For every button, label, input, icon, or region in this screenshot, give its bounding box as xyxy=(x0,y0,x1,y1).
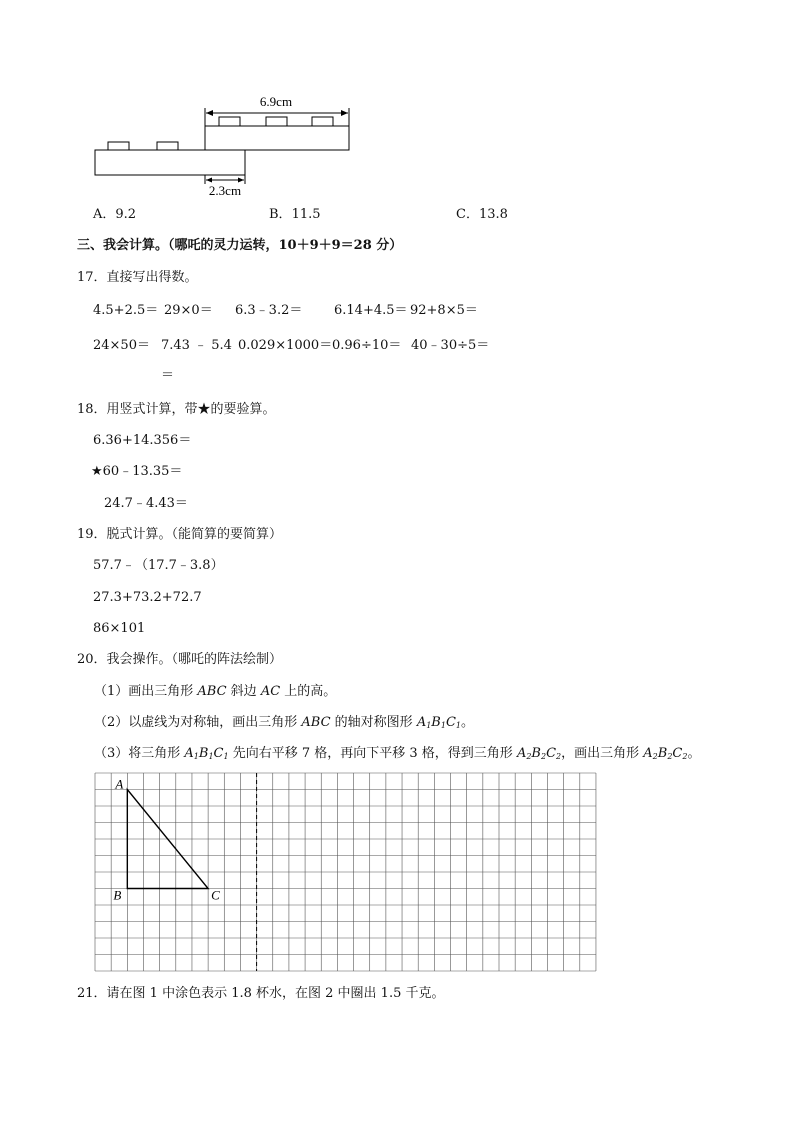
option-b-letter: B． xyxy=(269,207,292,222)
drawing-grid[interactable] xyxy=(0,765,794,985)
part3-text: 。 xyxy=(687,746,701,761)
q17-item: 6.14+4.5＝ xyxy=(334,303,408,318)
option-c-letter: C． xyxy=(456,207,479,222)
lower-stud xyxy=(157,142,178,150)
vertex-label-c: C xyxy=(211,887,220,903)
q19-item: 86×101 xyxy=(93,621,146,636)
option-b xyxy=(269,207,321,223)
q19-title: 19．脱式计算。（能简算的要简算） xyxy=(77,527,283,542)
q17-item: 24×50＝ xyxy=(93,338,150,353)
triangle-abc: ABC xyxy=(197,684,227,699)
triangle-a1b1c1: $A_1B_1C_1$ xyxy=(184,746,229,761)
side-ac: AC xyxy=(260,684,281,699)
q20-title: 20．我会操作。（哪吒的阵法绘制） xyxy=(77,652,283,667)
part1-text: 斜边 xyxy=(226,684,261,699)
option-c-value: 13.8 xyxy=(478,207,508,222)
triangle-a2b2c2: $A_2B_2C_2$ xyxy=(643,746,688,761)
vertex-label-a: A xyxy=(115,776,124,792)
q17-item: 0.029×1000＝ xyxy=(238,338,333,353)
option-a-letter: A． xyxy=(93,207,116,222)
triangle-abc: ABC xyxy=(301,715,331,730)
q17-item: 4.5+2.5＝ xyxy=(93,303,159,318)
q17-item: 7.43 ﹣ 5.4 xyxy=(161,338,232,353)
q19-item: 27.3+73.2+72.7 xyxy=(93,590,202,605)
vertex-label-b: B xyxy=(113,887,122,903)
upper-stud xyxy=(266,117,287,126)
q17-item: 6.3﹣3.2＝ xyxy=(235,303,303,318)
q18-item: ★60﹣13.35＝ xyxy=(91,464,183,479)
part2-text: （2）以虚线为对称轴，画出三角形 xyxy=(94,715,302,730)
part1-text: 上的高。 xyxy=(280,684,337,699)
bricks-figure xyxy=(0,0,794,200)
grid-lines xyxy=(95,773,596,971)
part3-text: （3）将三角形 xyxy=(94,746,185,761)
triangle-a1b1c1: $A_1B_1C_1$ xyxy=(416,715,461,730)
q19-item: 57.7﹣（17.7﹣3.8） xyxy=(93,558,224,573)
triangle-a2b2c2: $A_2B_2C_2$ xyxy=(516,746,562,761)
q20-part1 xyxy=(94,684,336,700)
option-c xyxy=(456,207,508,223)
q17-item: 0.96÷10＝ xyxy=(332,338,402,353)
option-b-value: 11.5 xyxy=(291,207,321,222)
option-a xyxy=(93,207,136,223)
option-a-value: 9.2 xyxy=(115,207,137,222)
bottom-measure-label: 2.3cm xyxy=(208,183,242,198)
top-measure-label: 6.9cm xyxy=(259,94,293,109)
section-title: 三、我会计算。（哪吒的灵力运转，10＋9＋9＝28 分） xyxy=(77,238,403,253)
q18-title: 18．用竖式计算，带★的要验算。 xyxy=(77,402,276,417)
upper-brick xyxy=(205,126,349,150)
q17-item-wrap: ＝ xyxy=(161,368,175,383)
q17-item: 40﹣30÷5＝ xyxy=(411,338,490,353)
q17-item: 29×0＝ xyxy=(164,303,213,318)
part3-text: 先向右平移 7 格，再向下平移 3 格，得到三角形 xyxy=(228,746,517,761)
q18-item: 6.36+14.356＝ xyxy=(93,433,192,448)
lower-brick xyxy=(95,150,245,175)
q20-part3 xyxy=(94,746,700,762)
part3-text: ，画出三角形 xyxy=(561,746,644,761)
q18-item: 24.7﹣4.43＝ xyxy=(104,496,188,511)
part1-text: （1）画出三角形 xyxy=(94,684,198,699)
q21-title: 21．请在图 1 中涂色表示 1.8 杯水，在图 2 中圈出 1.5 千克。 xyxy=(77,986,445,1001)
q20-part2 xyxy=(94,715,474,731)
part2-text: 的轴对称图形 xyxy=(330,715,417,730)
upper-stud xyxy=(312,117,333,126)
q17-item: 92+8×5＝ xyxy=(410,303,478,318)
part2-text: 。 xyxy=(461,715,475,730)
upper-stud xyxy=(219,117,240,126)
lower-stud xyxy=(108,142,129,150)
q17-title: 17．直接写出得数。 xyxy=(77,270,198,285)
